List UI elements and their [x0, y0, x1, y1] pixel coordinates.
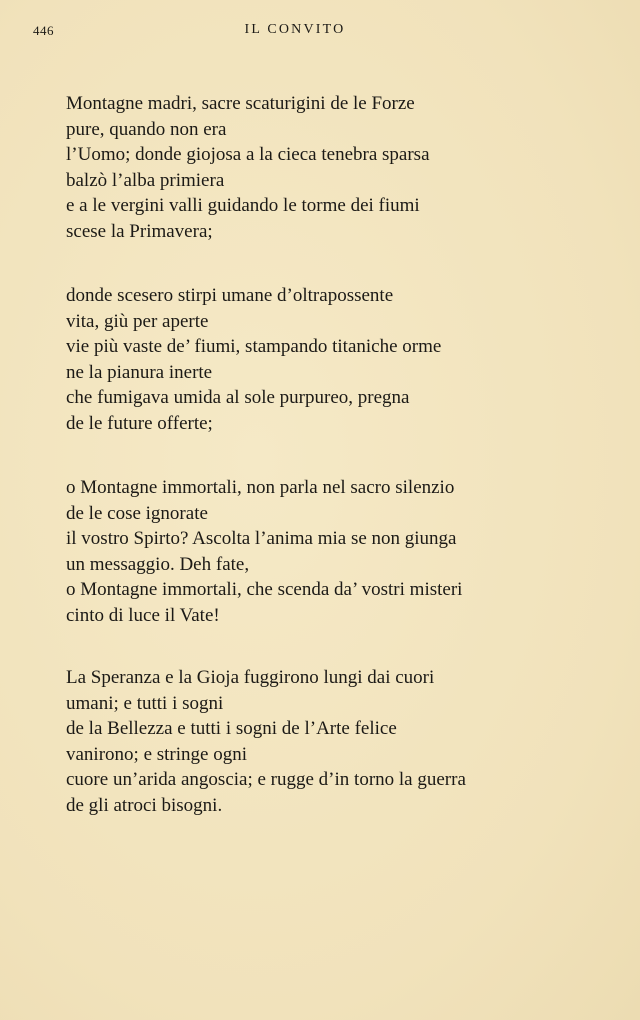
verse-line: il vostro Spirto? Ascolta l’anima mia se non giunga — [66, 528, 457, 550]
verse-line: un messaggio. Deh fate, — [66, 553, 250, 575]
verse-line: de gli atroci bisogni. — [66, 794, 223, 816]
verse-line: o Montagne immortali, non parla nel sacro silenzio — [66, 477, 455, 498]
verse-line: l’Uomo; donde giojosa a la cieca tenebra sparsa — [66, 144, 430, 166]
running-title: IL CONVITO — [244, 22, 346, 37]
verse-line: vanirono; e stringe ogni — [66, 743, 247, 765]
verse-line: de le cose ignorate — [66, 502, 208, 524]
verse-line: scese la Primavera; — [66, 220, 213, 242]
stanza-1 — [66, 91, 430, 245]
verse-line: balzò l’alba primiera — [66, 169, 225, 191]
verse-line: cuore un’arida angoscia; e rugge d’in torno la guerra — [66, 769, 466, 791]
verse-line: de le future offerte; — [66, 412, 213, 434]
verse-line: ne la pianura inerte — [66, 361, 213, 383]
verse-line: La Speranza e la Gioja fuggirono lungi dai cuori — [66, 667, 435, 688]
verse-line: che fumigava umida al sole purpureo, pregna — [66, 387, 410, 409]
verse-line: vie più vaste de’ fiumi, stampando titaniche orme — [66, 336, 442, 358]
verse-line: o Montagne immortali, che scenda da’ vostri misteri — [66, 579, 463, 601]
stanza-2 — [66, 283, 441, 437]
stanza-4 — [66, 665, 466, 819]
page-number: 446 — [33, 23, 54, 38]
verse-line: Montagne madri, sacre scaturigini de le Forze — [66, 93, 415, 114]
verse-line: donde scesero stirpi umane d’oltrapossente — [66, 285, 394, 306]
verse-line: de la Bellezza e tutti i sogni de l’Arte felice — [66, 718, 397, 740]
verse-line: umani; e tutti i sogni — [66, 692, 224, 714]
verse-line: pure, quando non era — [66, 118, 227, 140]
verse-line: vita, giù per aperte — [66, 310, 209, 332]
verse-line: cinto di luce il Vate! — [66, 604, 220, 626]
stanza-3 — [66, 475, 462, 629]
verse-line: e a le vergini valli guidando le torme dei fiumi — [66, 195, 420, 217]
